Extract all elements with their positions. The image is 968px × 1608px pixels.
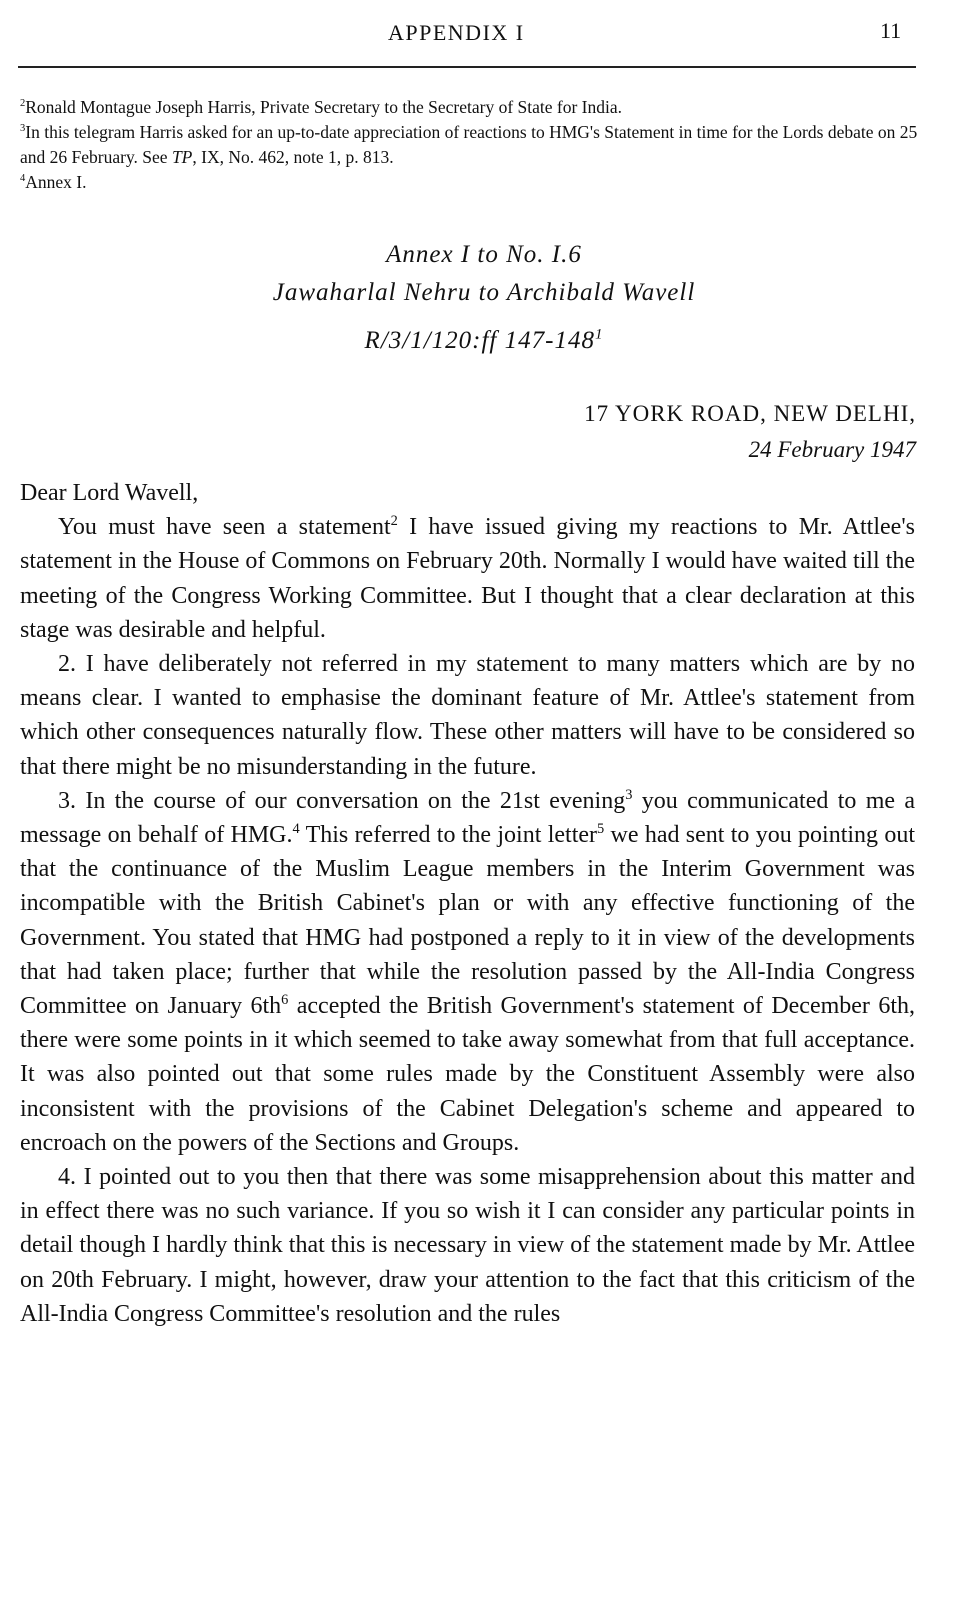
salutation: Dear Lord Wavell, <box>20 480 199 506</box>
paragraph-text: 2. I have deliberately not referred in my statement to many matters which are by no means clear. I wanted to emphasise the dominant feature of Mr. Attlee's statement from which other consequences naturally flow. These other matters will have to be considered so that there might be no misunderstanding in the future. <box>20 651 915 780</box>
footnote-marker: 3 <box>20 123 26 135</box>
footnote-3 <box>20 120 920 170</box>
running-header <box>0 18 968 48</box>
paragraph-text: you communicated to me a message on behalf of HMG. <box>20 787 916 849</box>
footnote-source-title: TP <box>171 147 193 167</box>
footnote-marker: 4 <box>20 173 26 185</box>
footnote-ref: 6 <box>281 992 289 1009</box>
letter-body <box>20 476 915 1331</box>
paragraph-text: 3. In the course of our conversation on the 21st evening <box>58 787 626 814</box>
annex-reference-text: R/3/1/120:ff 147-148 <box>364 327 595 354</box>
footnote-text: Ronald Montague Joseph Harris, Private Secretary to the Secretary of State for India. <box>25 97 623 117</box>
paragraph-2 <box>20 647 915 784</box>
paragraph-text: 4. I pointed out to you then that there was some misapprehension about this matter and in effect there was no such variance. If you so wish it I can consider any particular points in detail though I hardly think that this is necessary in view of the statement made by Mr. Attlee on 20th February. I might, however, draw your attention to the fact that this criticism of the All-India Congress Committee's resolution and the rules <box>20 1164 915 1327</box>
footnote-source-citation: , IX, No. 462, note 1, p. 813. <box>192 147 394 167</box>
annex-title: Annex I to No. I.6 <box>386 241 582 268</box>
paragraph-text: This referred to the joint letter <box>299 822 598 849</box>
footnote-ref: 2 <box>390 513 398 530</box>
header-rule <box>18 66 916 68</box>
paragraph-text: accepted the British Government's statement of December 6th, there were some points in it which seemed to take away somewhat from that full acceptance. It was also pointed out that some rules made by the Constituent Assembly were also inconsistent with the provisions of the Cabinet Delegation's scheme and appeared to encroach on the powers of the Sections and Groups. <box>20 993 915 1156</box>
letter-address-block <box>584 396 916 468</box>
letter-date: 24 February 1947 <box>748 437 916 462</box>
annex-subtitle: Jawaharlal Nehru to Archibald Wavell <box>272 279 696 306</box>
paragraph-4 <box>20 1160 915 1331</box>
paragraph-text: You must have seen a statement <box>58 514 391 541</box>
running-title: APPENDIX I <box>388 20 525 45</box>
annex-reference-marker: 1 <box>594 326 604 343</box>
annex-reference <box>0 322 968 360</box>
paragraph-text: we had sent to you pointing out that the continuance of the Muslim League members in the Interim Government was incompatible with the British Cabinet's plan or with any effective functioning of the Government. You stated that HMG had postponed a reply to it in view of the developments that had taken place; further that while the resolution passed by the All-India Congress Committee on January 6th <box>20 822 916 1020</box>
page-number: 11 <box>880 18 902 43</box>
annex-heading <box>0 236 968 360</box>
footnote-ref: 3 <box>625 786 633 803</box>
sender-address: 17 YORK ROAD, NEW DELHI, <box>584 401 916 426</box>
footnote-text: Annex I. <box>25 172 87 192</box>
footnote-4 <box>20 170 920 195</box>
footnote-text: In this telegram Harris asked for an up-to-date appreciation of reactions to HMG's Statement in time for the Lords debate on 25 and 26 February. See <box>20 122 918 167</box>
footnotes <box>20 95 920 195</box>
footnote-ref: 5 <box>597 821 605 838</box>
paragraph-text: I have issued giving my reactions to Mr. Attlee's statement in the House of Commons on February 20th. Normally I would have waited till the meeting of the Congress Working Committee. But I thought that a clear declaration at this stage was desirable and helpful. <box>20 514 915 643</box>
footnote-2 <box>20 95 920 120</box>
paragraph-1 <box>20 510 915 647</box>
footnote-ref: 4 <box>292 821 300 838</box>
footnote-marker: 2 <box>20 98 26 110</box>
paragraph-3 <box>20 784 915 1160</box>
